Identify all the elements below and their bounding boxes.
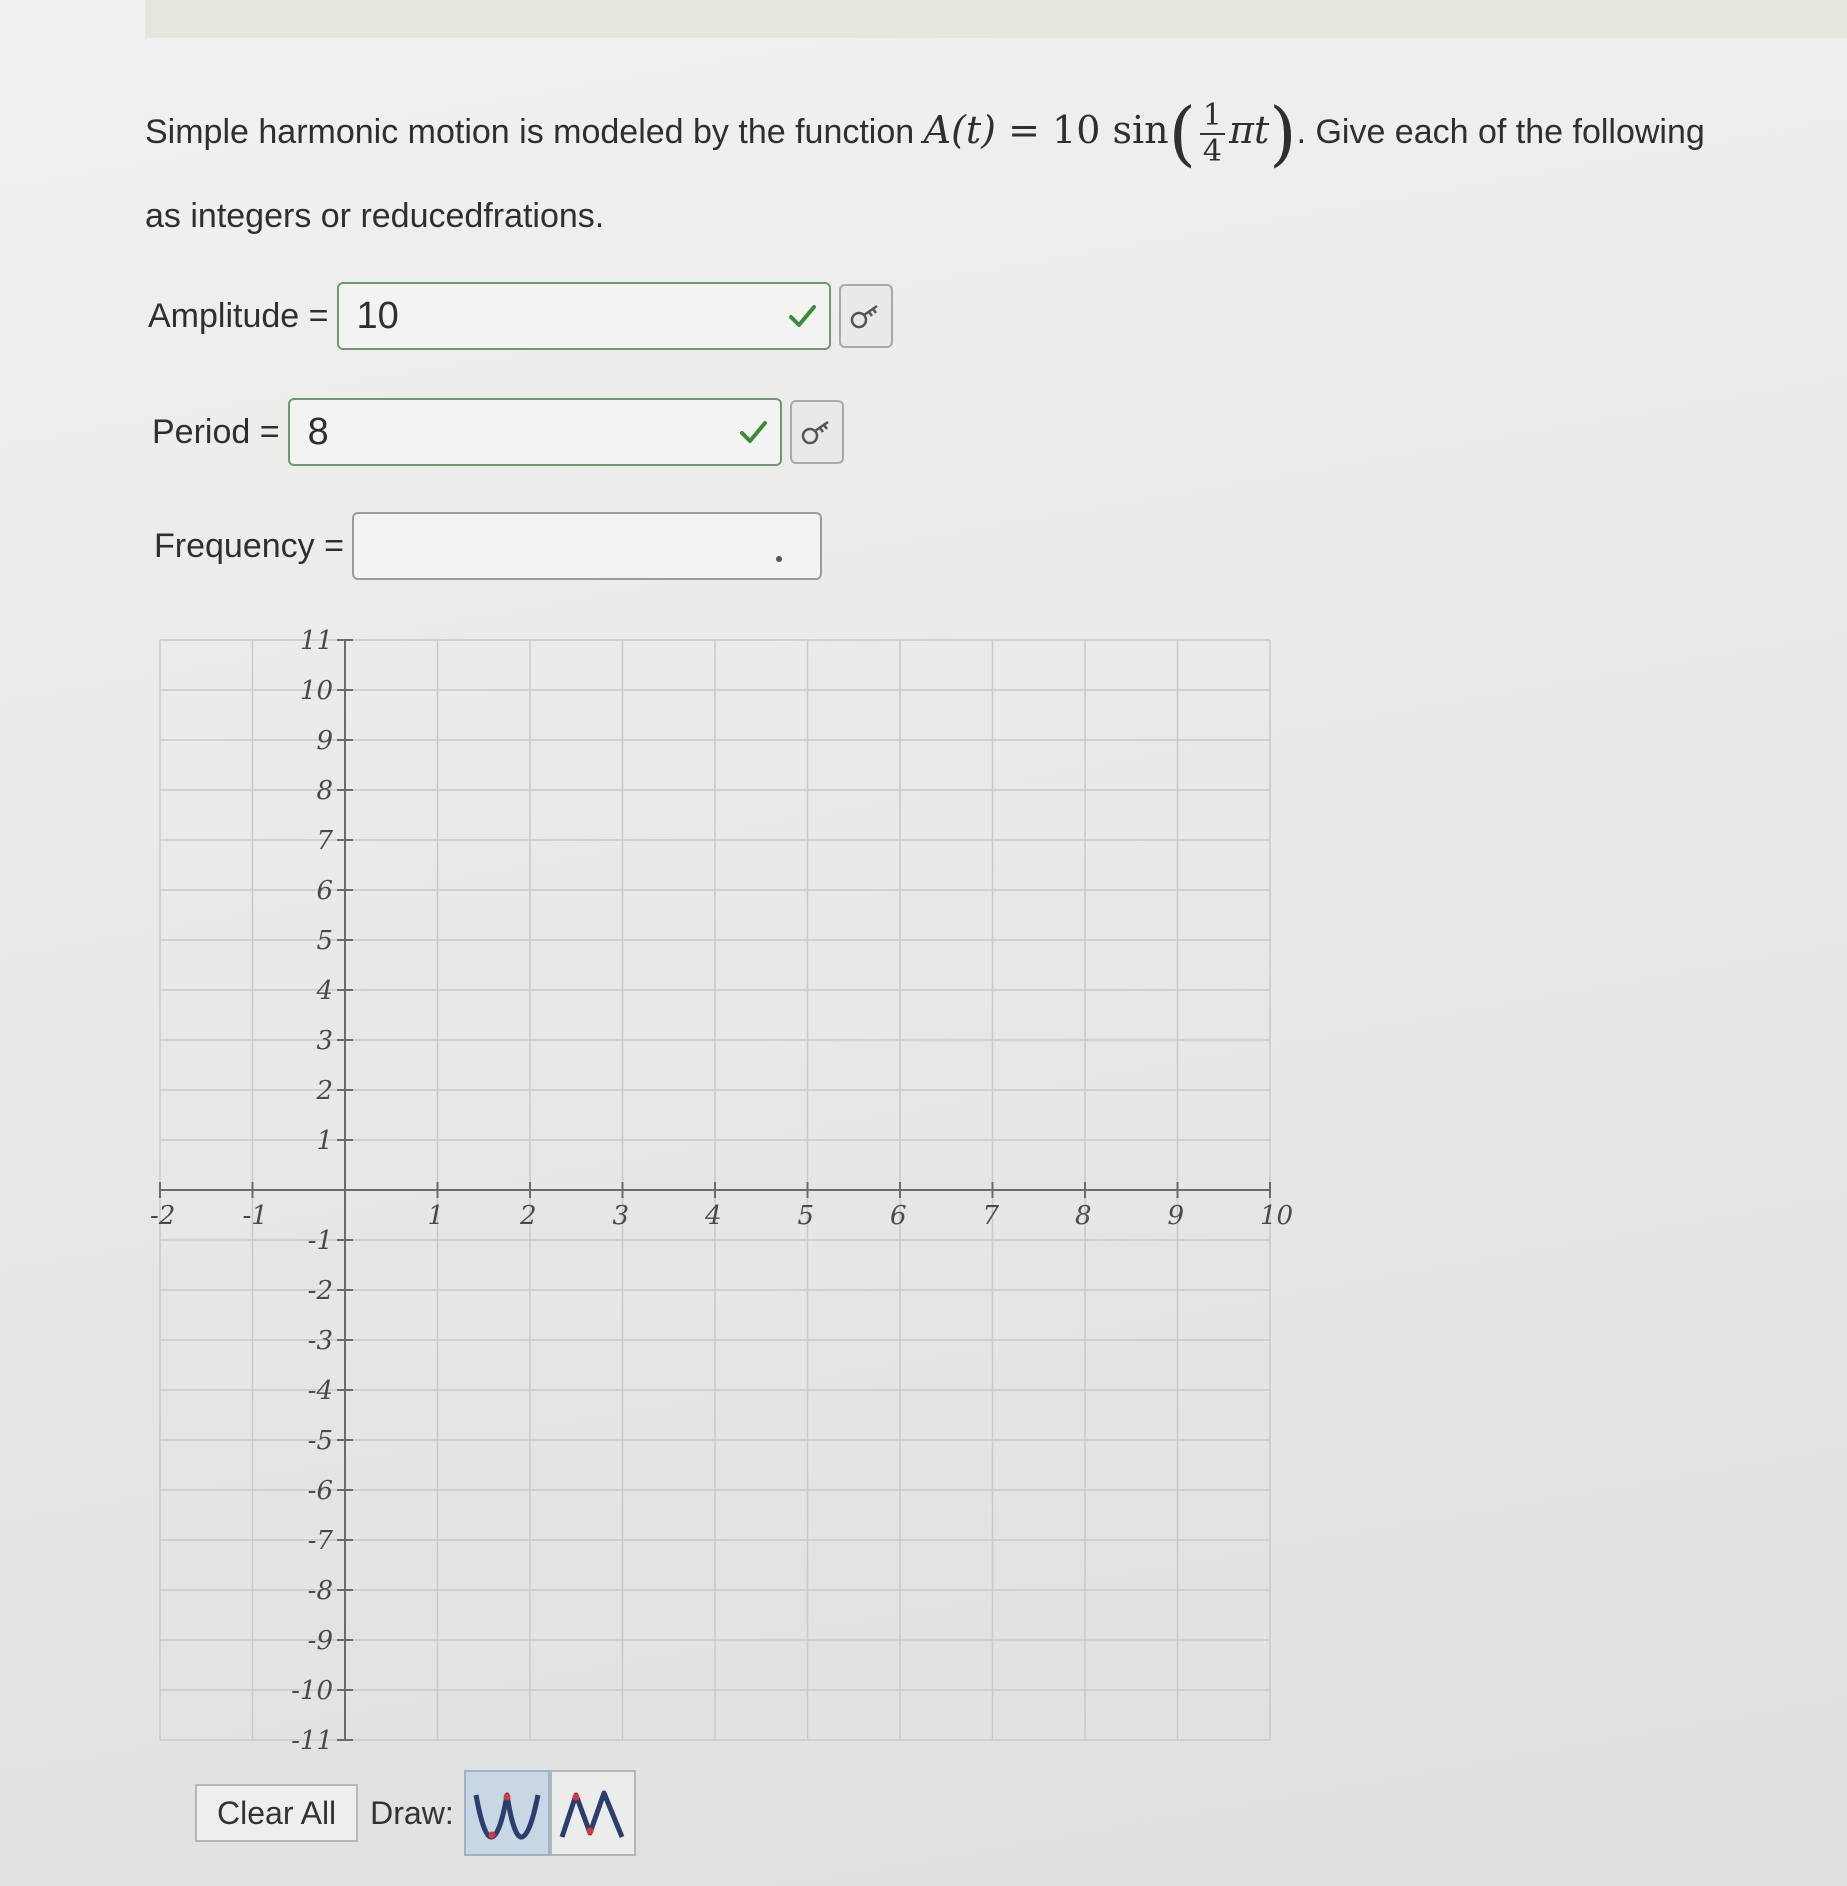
period-preview-button[interactable]	[790, 400, 844, 464]
y-tick-label: 1	[316, 1126, 333, 1156]
question-line2: as integers or reducedfrations.	[145, 197, 605, 235]
key-icon	[800, 418, 834, 446]
key-icon	[849, 302, 883, 330]
cursor-dot-icon	[776, 556, 782, 562]
function-expression	[923, 92, 1297, 175]
check-icon	[738, 417, 768, 447]
graph-canvas[interactable]	[150, 626, 1294, 1756]
y-tick-label: 11	[299, 626, 333, 656]
y-tick-label: -1	[307, 1226, 333, 1256]
amplitude-input[interactable]	[337, 282, 831, 350]
x-tick-label: 6	[890, 1201, 907, 1231]
question-prefix: Simple harmonic motion is modeled by the function	[145, 113, 915, 151]
y-tick-label: 2	[316, 1076, 333, 1106]
left-paren-icon: (	[1168, 92, 1196, 175]
x-tick-label: 5	[797, 1201, 815, 1231]
y-tick-label: -9	[307, 1626, 333, 1656]
function-argument: πt	[1229, 108, 1270, 152]
frequency-label: Frequency =	[154, 526, 344, 565]
frequency-input[interactable]	[352, 512, 822, 580]
amplitude-value: 10	[356, 294, 399, 337]
right-paren-icon: )	[1269, 92, 1297, 175]
sine-wave-tool[interactable]	[464, 1770, 550, 1856]
x-tick-label: 2	[520, 1201, 537, 1231]
y-tick-label: -7	[307, 1526, 333, 1556]
cosine-wave-icon	[556, 1781, 630, 1845]
y-tick-label: 10	[299, 676, 333, 706]
x-tick-label: 7	[982, 1201, 1000, 1231]
frequency-row	[154, 512, 822, 580]
y-tick-label: 7	[316, 826, 333, 856]
fraction-denominator: 4	[1202, 133, 1222, 169]
period-value: 8	[307, 410, 329, 453]
clear-all-button[interactable]: Clear All	[195, 1784, 358, 1842]
y-tick-label: -8	[307, 1576, 333, 1606]
fraction-numerator: 1	[1200, 99, 1225, 135]
sine-wave-icon	[470, 1781, 544, 1845]
graph-toolbar	[195, 1770, 636, 1856]
fraction	[1200, 99, 1225, 169]
x-tick-label: 10	[1260, 1201, 1294, 1231]
x-tick-label: 3	[612, 1201, 630, 1231]
question-text	[145, 88, 1765, 258]
x-tick-label: -1	[242, 1201, 268, 1231]
y-tick-label: -6	[307, 1476, 333, 1506]
draw-label: Draw:	[370, 1794, 454, 1831]
y-tick-label: 9	[316, 726, 333, 756]
period-row	[152, 398, 844, 466]
equals-sign: =	[1008, 108, 1040, 152]
function-lhs: A(t)	[923, 108, 996, 152]
amplitude-row	[148, 282, 893, 350]
amplitude-preview-button[interactable]	[839, 284, 893, 348]
x-tick-label: 1	[427, 1201, 445, 1231]
y-tick-label: 4	[316, 976, 333, 1006]
y-tick-label: 8	[316, 776, 333, 806]
y-tick-label: -10	[291, 1676, 333, 1706]
y-tick-label: -2	[307, 1276, 333, 1306]
y-tick-label: -11	[291, 1726, 333, 1756]
y-tick-label: 5	[316, 926, 333, 956]
x-tick-label: 8	[1075, 1201, 1092, 1231]
question-suffix: . Give each of the following	[1296, 113, 1705, 151]
check-icon	[787, 301, 817, 331]
period-input[interactable]	[288, 398, 782, 466]
y-tick-label: -5	[307, 1426, 333, 1456]
x-tick-label: -2	[150, 1201, 176, 1231]
function-coefficient: 10 sin	[1052, 108, 1169, 152]
top-banner	[145, 0, 1847, 38]
amplitude-label: Amplitude =	[148, 296, 329, 335]
period-label: Period =	[152, 412, 280, 451]
y-tick-label: -3	[307, 1326, 333, 1356]
y-tick-label: 3	[316, 1026, 333, 1056]
y-tick-label: -4	[307, 1376, 333, 1406]
x-tick-label: 4	[705, 1201, 722, 1231]
cosine-wave-tool[interactable]	[550, 1770, 636, 1856]
y-tick-label: 6	[316, 876, 333, 906]
x-tick-label: 9	[1167, 1201, 1185, 1231]
